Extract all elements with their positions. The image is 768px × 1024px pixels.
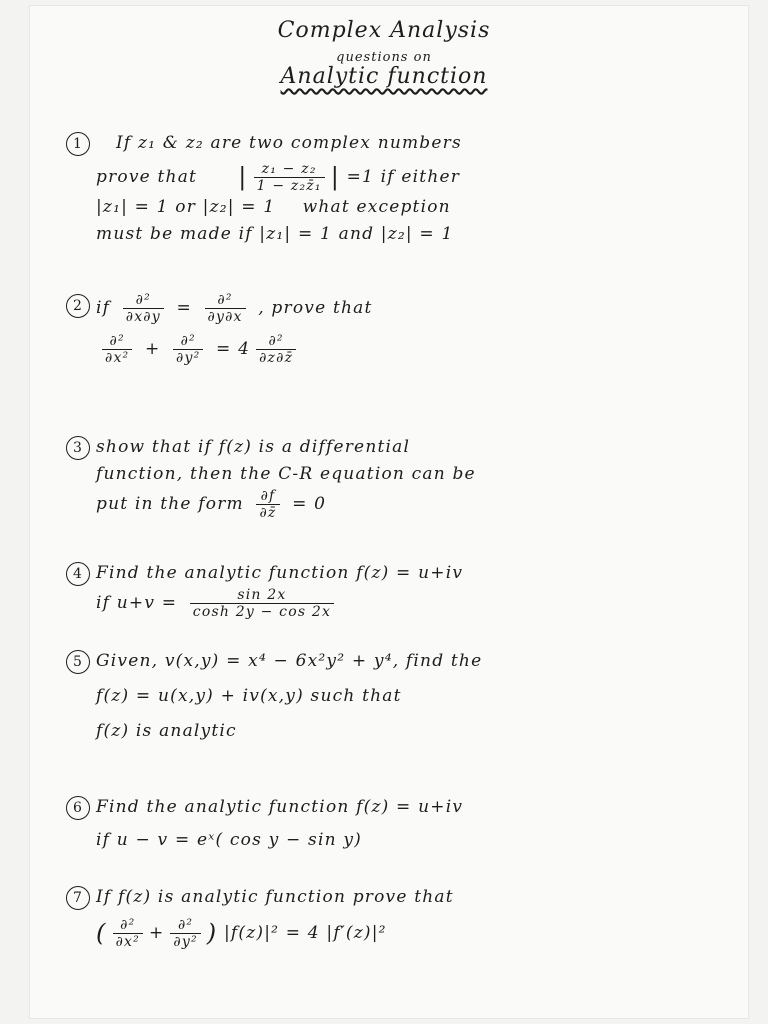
question-4 <box>72 560 736 620</box>
question-text: must be made if |z₁| = 1 and |z₂| = 1 <box>96 224 454 244</box>
question-3 <box>72 434 736 521</box>
fraction: $\frac{\sin 2x}{\cosh 2y - \cos 2x}$ <box>190 587 334 620</box>
close-paren: ) <box>206 919 218 947</box>
question-number: 7 <box>66 886 90 910</box>
question-text: Given, v(x,y) = x⁴ − 6x²y² + y⁴, find the <box>96 651 483 671</box>
coefficient: 4 <box>238 339 251 359</box>
question-text: function, then the C-R equation can be <box>96 464 476 484</box>
plus-sign: + <box>148 923 165 943</box>
question-number: 2 <box>66 294 90 318</box>
question-text: =1 if either <box>346 167 461 187</box>
topic-heading: Analytic function <box>280 64 488 89</box>
question-text: |f(z)|² = 4 |f′(z)|² <box>223 923 387 943</box>
fraction: $\frac{\text{∂²}}{\partial y\partial x}$ <box>205 292 246 325</box>
question-text: if u − v = eˣ( cos y − sin y) <box>96 830 363 850</box>
page-title: Complex Analysis <box>277 18 491 43</box>
question-number: 3 <box>66 436 90 460</box>
question-text: what exception <box>302 197 451 217</box>
fraction: $\frac{\text{∂²}}{\text{∂y²}}$ <box>170 917 200 950</box>
equals-sign: = <box>176 298 192 318</box>
plus-sign: + <box>144 339 161 359</box>
page-subtitle: questions on <box>336 50 432 65</box>
question-text: |z₁| = 1 or |z₂| = 1 <box>96 197 276 217</box>
fraction: $\frac{\text{∂²}}{\partial x\partial y}$ <box>123 292 164 325</box>
fraction: $\frac{\text{∂²}}{\partial z\partial z̄}$ <box>256 333 296 366</box>
open-paren: ( <box>96 919 107 947</box>
question-number: 4 <box>66 562 90 586</box>
question-number: 6 <box>66 796 90 820</box>
question-1 <box>72 130 736 248</box>
question-text: Find the analytic function f(z) = u+iv <box>96 563 464 583</box>
question-text: , prove that <box>258 298 373 318</box>
question-text: f(z) = u(x,y) + iv(x,y) such that <box>96 686 402 706</box>
question-text: = 0 <box>292 494 327 514</box>
question-text: put in the form <box>96 494 244 514</box>
question-number: 1 <box>66 132 90 156</box>
question-text: Find the analytic function f(z) = u+iv <box>96 797 464 817</box>
question-6 <box>72 794 736 854</box>
question-5 <box>72 648 736 745</box>
question-text: if <box>96 298 111 318</box>
question-number: 5 <box>66 650 90 674</box>
question-text: If z₁ & z₂ are two complex numbers <box>116 133 462 153</box>
question-text: f(z) is analytic <box>96 721 237 741</box>
fraction: $\frac{\text{z₁ − z₂}}{\text{1 − z₂z̄₁}}$ <box>254 161 325 194</box>
equals-sign: = <box>216 339 232 359</box>
abs-bar: | <box>330 163 340 191</box>
fraction: $\frac{\text{∂²}}{\text{∂x²}}$ <box>113 917 143 950</box>
fraction: $\frac{\text{∂²}}{\text{∂x²}}$ <box>102 333 132 366</box>
question-text: if u+v = <box>96 593 178 613</box>
question-text: If f(z) is analytic function prove that <box>96 887 454 907</box>
question-text: prove that <box>96 167 198 187</box>
question-7 <box>72 884 736 950</box>
fraction: $\frac{\text{∂²}}{\text{∂y²}}$ <box>173 333 203 366</box>
question-text: show that if f(z) is a differential <box>96 437 411 457</box>
abs-bar: | <box>238 163 248 191</box>
fraction: $\frac{\partial f}{\partial z̄}$ <box>256 488 279 521</box>
question-2 <box>72 292 736 366</box>
